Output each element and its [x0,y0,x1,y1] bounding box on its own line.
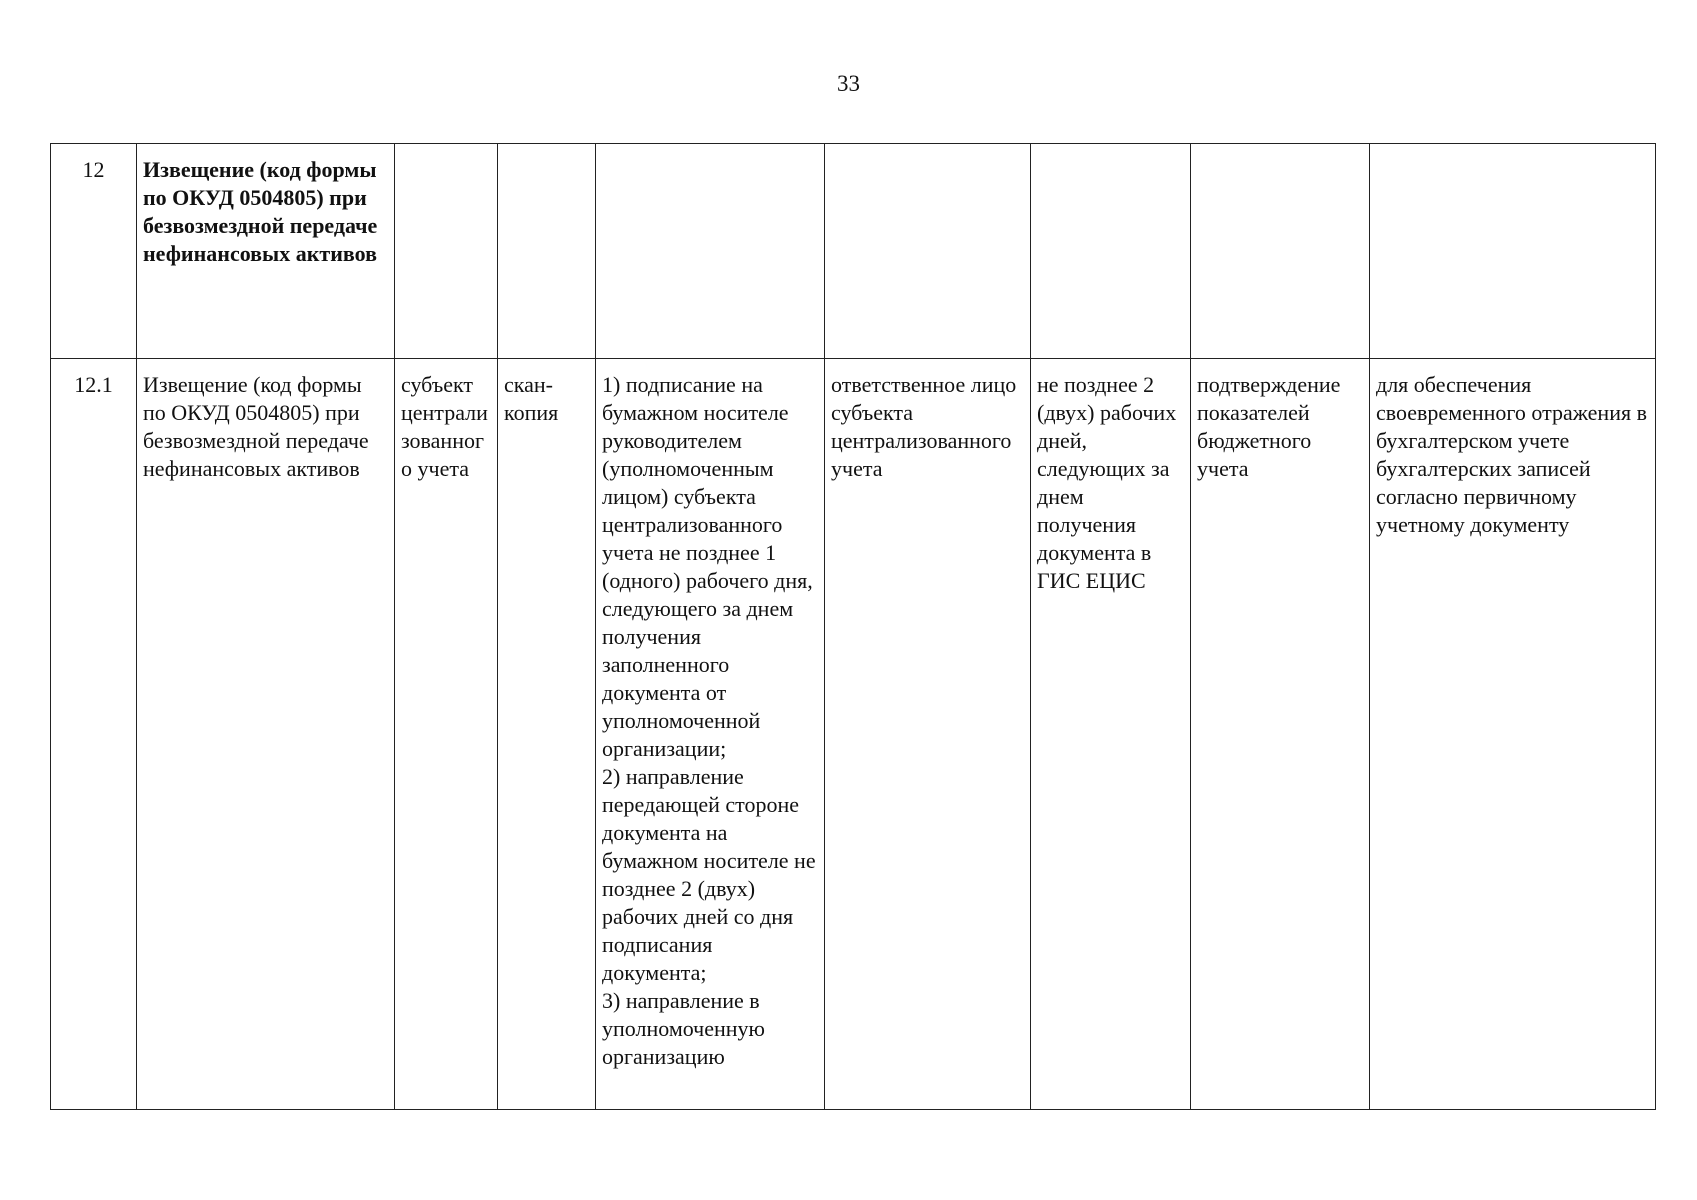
format-cell [498,144,596,359]
document-name: Извещение (код формы по ОКУД 0504805) при безвозмездной передаче нефинансовых активов [137,144,395,359]
responsible-cell: ответственное лицо субъекта централизованного учета [825,359,1031,1110]
purpose-cell [1191,144,1370,359]
deadline-cell: не позднее 2 (двух) рабочих дней, следующих за днем получения документа в ГИС ЕЦИС [1031,359,1191,1110]
table-row [51,359,1656,1110]
document-name: Извещение (код формы по ОКУД 0504805) при безвозмездной передаче нефинансовых активов [137,359,395,1110]
page-number: 33 [837,71,860,96]
action-cell [596,144,825,359]
document-table [50,143,1656,1110]
action-cell: 1) подписание на бумажном носителе руководителем (уполномоченным лицом) субъекта централизованного учета не позднее 1 (одного) рабочего дня, следующего за днем получения заполненного документа от уполномоченной организации; 2) направление передающей стороне документа на бумажном носителе не позднее 2 (двух) рабочих дней со дня подписания документа; 3) направление в уполномоченную организацию [596,359,825,1110]
format-cell: скан-копия [498,359,596,1110]
note-cell [1370,144,1656,359]
responsible-cell [825,144,1031,359]
row-number: 12.1 [51,359,137,1110]
composer-cell: субъект централизованного учета [395,359,498,1110]
composer-cell [395,144,498,359]
purpose-cell: подтверждение показателей бюджетного учета [1191,359,1370,1110]
table-row [51,144,1656,359]
note-cell: для обеспечения своевременного отражения в бухгалтерском учете бухгалтерских записей согласно первичному учетному документу [1370,359,1656,1110]
deadline-cell [1031,144,1191,359]
row-number: 12 [51,144,137,359]
